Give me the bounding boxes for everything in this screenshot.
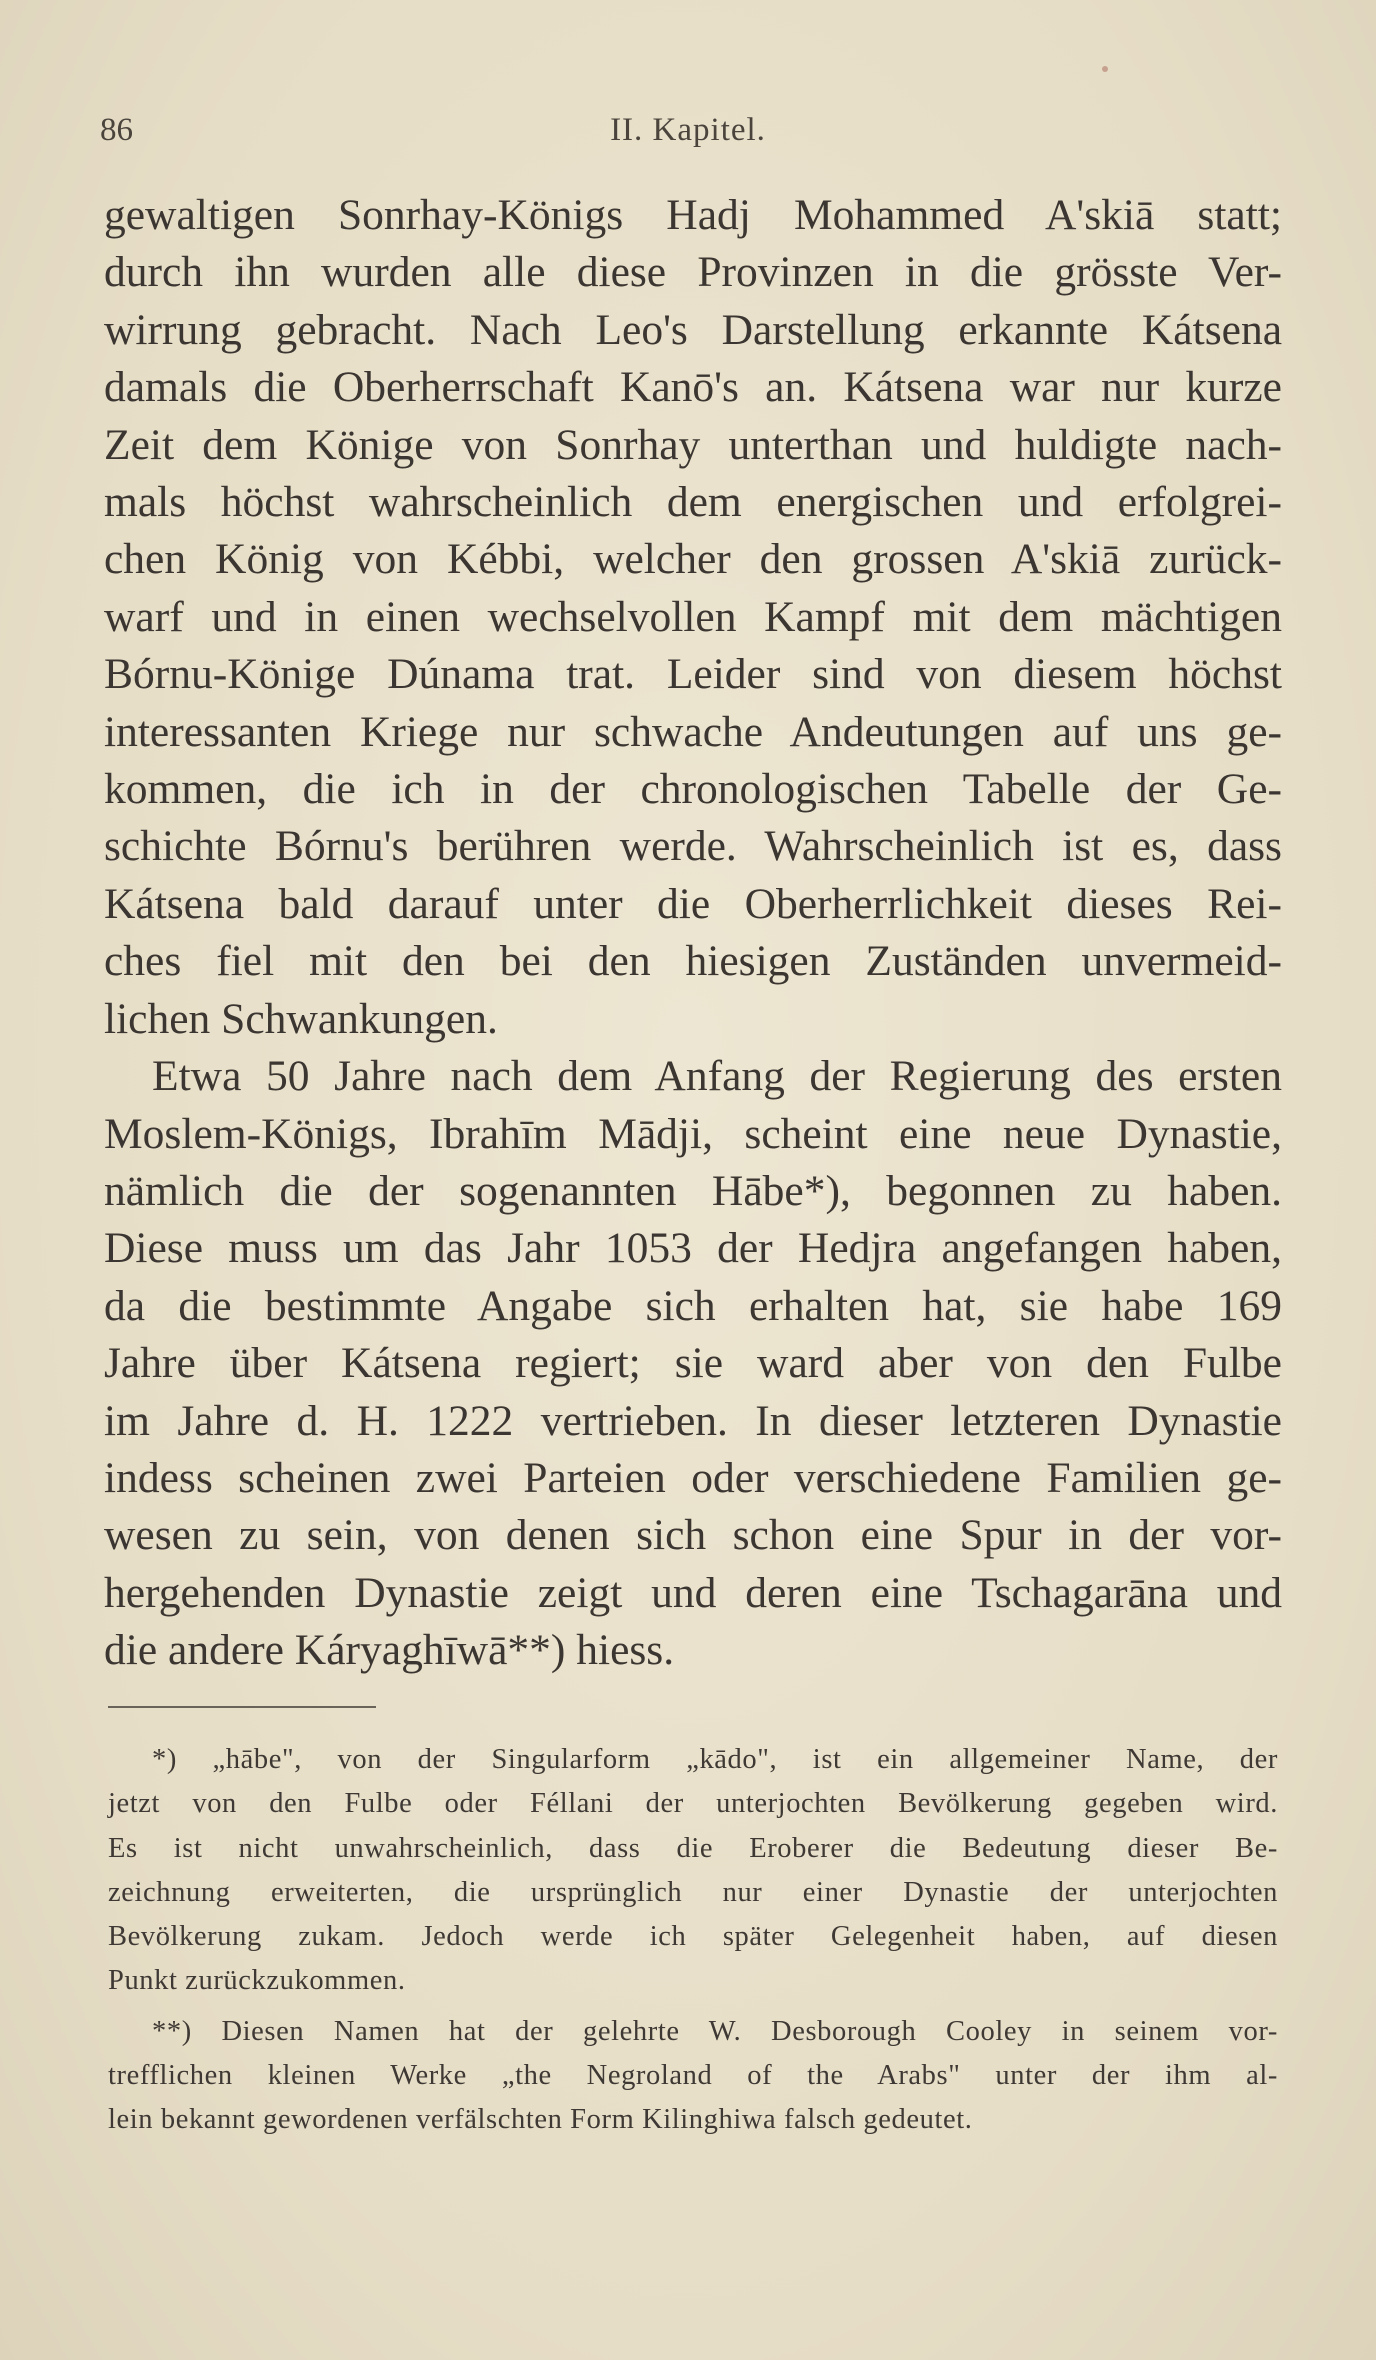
- text-line: da die bestimmte Angabe sich erhalten hat, sie habe 169: [104, 1281, 1282, 1330]
- text-line: interessanten Kriege nur schwache Andeutungen auf uns ge-: [104, 707, 1282, 756]
- text-line: mals höchst wahrscheinlich dem energischen und erfolgrei-: [104, 478, 1282, 527]
- text-line: warf und in einen wechselvollen Kampf mit dem mächtigen: [104, 592, 1282, 641]
- footnote-line: **) Diesen Namen hat der gelehrte W. Desborough Cooley in seinem vor-: [152, 2015, 1278, 2047]
- text-line: Kátsena bald darauf unter die Oberherrlichkeit dieses Rei-: [104, 879, 1282, 928]
- page-stain-mark: [1102, 66, 1108, 72]
- text-line: Jahre über Kátsena regiert; sie ward aber von den Fulbe: [104, 1339, 1282, 1388]
- footnote-line: Es ist nicht unwahrscheinlich, dass die Eroberer die Bedeutung dieser Be-: [108, 1832, 1278, 1864]
- text-line: nämlich die der sogenannten Hābe*), begonnen zu haben.: [104, 1166, 1282, 1215]
- page-number: 86: [100, 112, 133, 148]
- text-line: indess scheinen zwei Parteien oder verschiedene Familien ge-: [104, 1453, 1282, 1502]
- footnotes: [108, 1738, 1278, 2149]
- text-line: ches fiel mit den bei den hiesigen Zuständen unvermeid-: [104, 937, 1282, 986]
- text-line: Moslem-Königs, Ibrahīm Mādji, scheint eine neue Dynastie,: [104, 1109, 1282, 1158]
- text-line: damals die Oberherrschaft Kanō's an. Kátsena war nur kurze: [104, 363, 1282, 412]
- text-line: chen König von Kébbi, welcher den grossen A'skiā zurück-: [104, 535, 1282, 584]
- text-line: schichte Bórnu's berühren werde. Wahrscheinlich ist es, dass: [104, 822, 1282, 871]
- page-header: [100, 112, 1276, 160]
- text-line: lichen Schwankungen.: [104, 994, 498, 1043]
- footnote-divider: [108, 1706, 376, 1708]
- footnote-line: trefflichen kleinen Werke „the Negroland of the Arabs" unter der ihm al-: [108, 2060, 1278, 2092]
- footnote-line: Bevölkerung zukam. Jedoch werde ich später Gelegenheit haben, auf diesen: [108, 1921, 1278, 1953]
- text-line: Zeit dem Könige von Sonrhay unterthan und huldigte nach-: [104, 420, 1282, 469]
- text-line: wirrung gebracht. Nach Leo's Darstellung erkannte Kátsena: [104, 305, 1282, 354]
- paragraph-1: [104, 187, 1282, 1048]
- text-line: im Jahre d. H. 1222 vertrieben. In dieser letzteren Dynastie: [104, 1396, 1282, 1445]
- footnote-line: jetzt von den Fulbe oder Féllani der unterjochten Bevölkerung gegeben wird.: [108, 1788, 1278, 1820]
- text-line: Bórnu-Könige Dúnama trat. Leider sind von diesem höchst: [104, 650, 1282, 699]
- footnote-2: [108, 2010, 1278, 2143]
- footnote-line: Punkt zurückzukommen.: [108, 1965, 406, 1997]
- text-line: Etwa 50 Jahre nach dem Anfang der Regierung des ersten: [152, 1052, 1282, 1101]
- text-line: die andere Káryaghīwā**) hiess.: [104, 1626, 675, 1675]
- text-line: Diese muss um das Jahr 1053 der Hedjra angefangen haben,: [104, 1224, 1282, 1273]
- text-line: gewaltigen Sonrhay-Königs Hadj Mohammed A'skiā statt;: [104, 191, 1282, 239]
- text-line: kommen, die ich in der chronologischen Tabelle der Ge-: [104, 765, 1282, 814]
- text-line: durch ihn wurden alle diese Provinzen in die grösste Ver-: [104, 248, 1282, 297]
- footnote-1: [108, 1738, 1278, 2004]
- footnote-line: lein bekannt gewordenen verfälschten Form Kilinghiwa falsch gedeutet.: [108, 2104, 973, 2136]
- text-line: hergehenden Dynastie zeigt und deren eine Tschagarāna und: [104, 1568, 1282, 1617]
- body-text: [104, 187, 1282, 1680]
- footnote-line: *) „hābe", von der Singularform „kādo", ist ein allgemeiner Name, der: [152, 1744, 1278, 1775]
- running-head: II. Kapitel.: [610, 112, 766, 148]
- paragraph-2: [104, 1048, 1282, 1679]
- text-line: wesen zu sein, von denen sich schon eine Spur in der vor-: [104, 1511, 1282, 1560]
- footnote-line: zeichnung erweiterten, die ursprünglich nur einer Dynastie der unterjochten: [108, 1876, 1278, 1908]
